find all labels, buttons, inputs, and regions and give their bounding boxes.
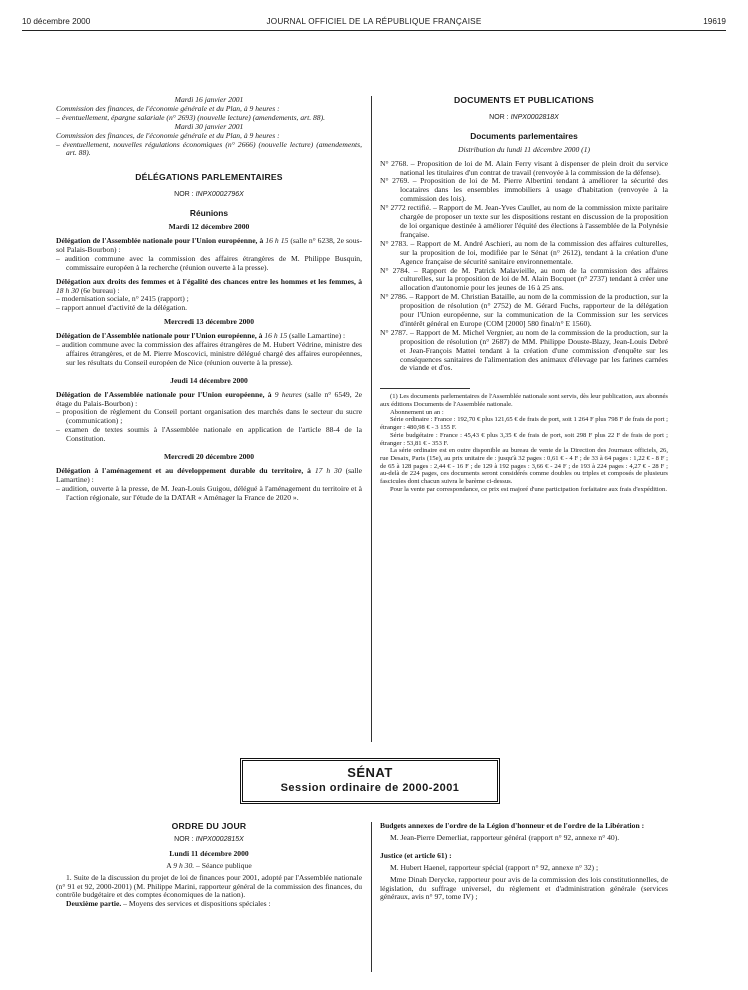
budget-rapporteur: Mme Dinah Derycke, rapporteur pour avis de la commission des lois constitutionnelles, de législation, du suffrage universel, du règlement et d'administration générale (services généraux, avis n° 97, tome IV) ;	[380, 874, 668, 902]
meeting-item: – examen de textes soumis à l'Assemblée nationale en application de l'article 88-4 de la Constitution.	[56, 425, 362, 444]
journal-title: JOURNAL OFFICIEL DE LA RÉPUBLIQUE FRANÇAISE	[266, 17, 482, 26]
section-title-documents: DOCUMENTS ET PUBLICATIONS	[454, 95, 594, 105]
subsection-title: Documents parlementaires	[470, 130, 578, 141]
meeting-item: – audition commune avec la commission des affaires étrangères de M. Hubert Védrine, ministre des affaires étrangères, et de M. Pierre Moscovici, ministre délégué chargé des affaires européennes, sur les résultats du Conseil européen de Nice (réunion ouverte à la presse).	[56, 340, 362, 367]
footnote: Pour la vente par correspondance, ce prix est majoré d'une participation forfaitaire aux frais d'expédition.	[390, 485, 668, 493]
budget-rapporteur: M. Hubert Haenel, rapporteur spécial (rapport n° 92, annexe n° 32) ;	[390, 862, 599, 872]
agenda-item: – éventuellement, épargne salariale (n° 2693) (nouvelle lecture) (amendements, art. 88).	[56, 112, 326, 122]
nor-reference: NOR : INPX0002815X	[174, 835, 244, 843]
header-rule	[22, 30, 726, 31]
meeting-item: – audition commune avec la commission des affaires étrangères de M. Philippe Busquin, commissaire européen à la recherche (réunion ouverte à la presse).	[56, 253, 362, 272]
header-date: 10 décembre 2000	[22, 17, 91, 26]
footnote: Abonnement un an :	[390, 408, 444, 416]
meeting-item: – audition, ouverte à la presse, de M. Jean-Louis Guigou, délégué à l'aménagement du territoire et à l'action régionale, sur l'étude de la DATAR « Aménager la France de 2020 ».	[56, 483, 362, 502]
footnote: La série ordinaire est en outre disponible au bureau de vente de la Direction des Journaux officiels, 26, rue Desaix, Paris (15e), au prix unitaire de : jusqu'à 32 pages : 0,61 € - 4 F ; de 33 à 64 pages : 1,22 € - 8 F ; de 65 à 128 pages : 2,44 € - 16 F ; de 129 à 192 pages : 3,66 € - 24 F ; de 193 à 224 pages : 4,27 € - 28 F ; au-delà de 224 pages, ces documents seront considérés comme doubles ou triples et composés de plusieurs fascicules dont chacun suivra le barème ci-dessus.	[380, 447, 668, 486]
meeting-date: Mercredi 20 décembre 2000	[163, 452, 255, 462]
right-column-bottom	[380, 822, 668, 902]
document-entry: N° 2784. – Rapport de M. Patrick Malavieille, au nom de la commission des affaires culturelles, sur la proposition de loi de M. Alain Bocquet (n° 2737) tendant à créer une allocation d'autonomie pour les jeunes de 16 à 25 ans.	[380, 265, 668, 293]
document-entry: N° 2786. – Rapport de M. Christian Bataille, au nom de la commission de la production, sur la proposition de résolution (n° 2752) de M. Gérard Fuchs, rapporteur de la délégation pour l'Union européenne, sur la communication de la Commission sur les services d'intérêt général en Europe (COM [2000] 580 final/n° E 1560).	[380, 292, 668, 328]
nor-reference: NOR : INPX0002796X	[174, 191, 244, 199]
document-entry: N° 2783. – Rapport de M. André Aschieri, au nom de la commission des affaires culturelles, sur la proposition de loi, modifiée par le Sénat (n° 2612), tendant à la création d'une Agence française de sécurité sanitaire environnementale.	[380, 238, 668, 266]
commission-heading: Commission des finances, de l'économie générale et du Plan, à 9 heures :	[56, 103, 280, 113]
senat-title: SÉNAT	[347, 765, 393, 780]
document-entry: N° 2768. – Proposition de loi de M. Alain Ferry visant à dispenser de plein droit du service national les titulaires d'un contrat de travail (renvoyée à la commission de la défense).	[380, 158, 668, 177]
page-number: 19619	[703, 17, 726, 26]
budget-heading: Budgets annexes de l'ordre de la Légion d'honneur et de l'ordre de la Libération :	[380, 821, 645, 830]
footnote: (1) Les documents parlementaires de l'Assemblée nationale sont servis, dès leur publication, aux abonnés aux éditions Documents de l'Assemblée nationale.	[380, 393, 668, 409]
meeting-item: – proposition de règlement du Conseil portant organisation des marchés dans le secteur du sucre (communication) ;	[56, 407, 362, 426]
budget-heading: Justice (et article 61) :	[380, 850, 452, 860]
section-title-delegations: DÉLÉGATIONS PARLEMENTAIRES	[135, 172, 283, 183]
agenda-paragraph: Deuxième partie. – Moyens des services et dispositions spéciales :	[66, 899, 271, 909]
left-column-bottom	[56, 822, 362, 909]
meeting-entry: Délégation de l'Assemblée nationale pour l'Union européenne, à 16 h 15 (salle Lamartine) :	[56, 331, 346, 341]
running-header	[0, 17, 748, 31]
footnote-rule	[380, 388, 470, 389]
document-entry: N° 2772 rectifié. – Rapport de M. Jean-Yves Caullet, au nom de la commission mixte paritaire chargée de proposer un texte sur les dispositions restant en discussion de la proposition de loi organique destinée à améliorer l'équité des élections à l'assemblée de la Polynésie française.	[380, 203, 668, 239]
senat-session: Session ordinaire de 2000-2001	[280, 782, 460, 794]
agenda-date: Mardi 16 janvier 2001	[174, 95, 244, 104]
session-date: Lundi 11 décembre 2000	[169, 848, 249, 858]
section-title-ordre: ORDRE DU JOUR	[171, 821, 247, 831]
meeting-date: Jeudi 14 décembre 2000	[170, 375, 248, 385]
budget-rapporteur: M. Jean-Pierre Demerliat, rapporteur général (rapport n° 92, annexe n° 40).	[390, 832, 620, 842]
footnote: Série ordinaire : France : 192,70 € plus 121,65 € de frais de port, soit 1 264 F plus 798 F de frais de port ; étranger : 480,98 € - 3 155 F.	[380, 416, 668, 432]
agenda-paragraph: 1. Suite de la discussion du projet de loi de finances pour 2001, adopté par l'Assemblée nationale (n° 91 et 92, 2000-2001) (M. Philippe Marini, rapporteur général de la commission des finances, du contrôle budgétaire et des comptes économiques de la nation).	[56, 872, 362, 900]
agenda-date: Mardi 30 janvier 2001	[174, 121, 244, 131]
meeting-item: – modernisation sociale, n° 2415 (rapport) ;	[56, 294, 189, 304]
column-divider-top	[371, 96, 372, 742]
meeting-entry: Délégation de l'Assemblée nationale pour l'Union européenne, à 9 heures (salle n° 6549, 2e étage du Palais-Bourbon) :	[56, 389, 362, 408]
commission-heading: Commission des finances, de l'économie générale et du Plan, à 9 heures :	[56, 130, 280, 140]
column-divider-bottom	[371, 822, 372, 972]
distribution-line: Distribution du lundi 11 décembre 2000 (1)	[457, 144, 591, 154]
left-column	[56, 96, 362, 503]
agenda-item: – éventuellement, nouvelles régulations économiques (n° 2666) (nouvelle lecture) (amendements, art. 88).	[56, 139, 362, 158]
footnote: Série budgétaire : France : 45,43 € plus 3,35 € de frais de port, soit 298 F plus 22 F de frais de port ; étranger : 53,81 € - 353 F.	[380, 431, 668, 447]
session-time: A 9 h 30. – Séance publique	[166, 860, 252, 870]
meeting-entry: Délégation aux droits des femmes et à l'égalité des chances entre les hommes et les femmes, à 18 h 30 (6e bureau) :	[56, 276, 362, 295]
right-column	[380, 96, 668, 494]
meeting-date: Mercredi 13 décembre 2000	[163, 317, 255, 327]
meeting-date: Mardi 12 décembre 2000	[168, 222, 250, 232]
meeting-item: – rapport annuel d'activité de la délégation.	[56, 303, 188, 313]
nor-reference: NOR : INPX0002818X	[489, 113, 559, 121]
senat-banner	[240, 758, 500, 804]
subsection-title: Réunions	[189, 208, 229, 219]
meeting-entry: Délégation de l'Assemblée nationale pour l'Union européenne, à 16 h 15 (salle n° 6238, 2e sous-sol Palais-Bourbon) :	[56, 235, 363, 254]
document-entry: N° 2787. – Rapport de M. Michel Vergnier, au nom de la commission de la production, sur la proposition de résolution (n° 2687) de MM. Philippe Douste-Blazy, Jean-Louis Debré et Jean-François Mattei tendant à la création d'une commission d'enquête sur les conséquences sanitaires de l'alimentation des animaux d'élevage par les farines carnées de viande et d'os.	[380, 327, 668, 373]
document-entry: N° 2769. – Proposition de loi de M. Pierre Albertini tendant à améliorer la sécurité des locataires dans les ensembles immobiliers à usage d'habitation (renvoyée à la commission des lois).	[380, 176, 668, 204]
meeting-entry: Délégation à l'aménagement et au développement durable du territoire, à 17 h 30 (salle Lamartine) :	[56, 466, 363, 484]
